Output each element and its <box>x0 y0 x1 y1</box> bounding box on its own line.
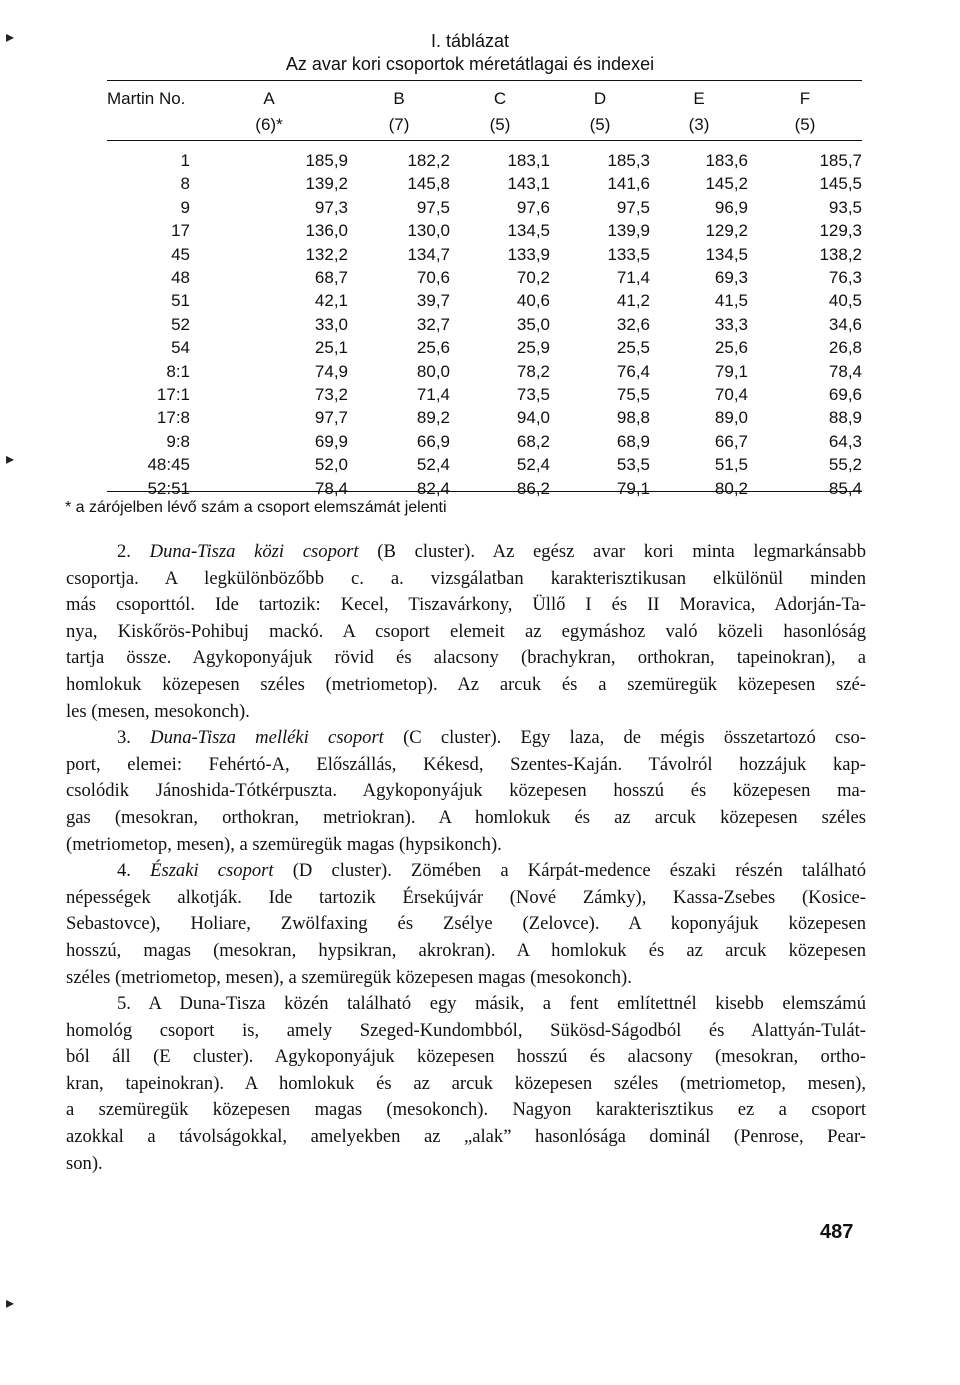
table-row <box>107 406 862 429</box>
value-cell-a: 33,0 <box>314 314 348 334</box>
table-row <box>107 243 862 266</box>
text-run: (D cluster). Zömében a Kárpát-medence északi részén található <box>273 860 866 882</box>
value-cell-f: 129,3 <box>819 221 862 241</box>
value-cell-f: 138,2 <box>819 244 862 264</box>
value-cell-b: 71,4 <box>416 385 450 405</box>
value-cell-e: 96,9 <box>714 197 748 217</box>
martin-number-cell: 1 <box>180 151 190 170</box>
value-cell-c: 183,1 <box>507 151 550 170</box>
scan-margin-mark: ▸ <box>6 1295 15 1312</box>
body-text <box>66 539 866 1177</box>
value-cell-b: 82,4 <box>416 478 450 498</box>
value-cell-d: 71,4 <box>616 268 650 288</box>
text-run: (C cluster). Egy laza, de mégis összetartozó cso- <box>383 727 866 749</box>
table-title: I. táblázat <box>430 31 510 51</box>
martin-number-cell: 17:8 <box>156 408 190 428</box>
column-header-f: F <box>799 89 811 108</box>
value-cell-c: 134,5 <box>507 221 550 241</box>
value-cell-c: 40,6 <box>516 291 550 311</box>
martin-number-cell: 9:8 <box>166 431 190 451</box>
text-run: a szemüregük közepesen magas (mesokonch). Nagyon karakterisztikus ez a csoport <box>66 1099 866 1121</box>
value-cell-c: 68,2 <box>516 431 550 451</box>
value-cell-c: 35,0 <box>516 314 550 334</box>
column-count-f: (5) <box>794 115 816 134</box>
table-row <box>107 430 862 453</box>
paragraph-line <box>66 1151 866 1178</box>
text-run: les (mesen, mesokonch). <box>66 700 250 722</box>
column-count-a: (6)* <box>255 115 283 134</box>
value-cell-b: 39,7 <box>416 291 450 311</box>
paragraph-line <box>66 858 866 885</box>
value-cell-e: 79,1 <box>714 361 748 381</box>
column-header-d: D <box>593 89 607 108</box>
value-cell-c: 70,2 <box>516 268 550 288</box>
text-run: port, elemei: Fehértó-A, Előszállás, Kékesd, Szentes-Kaján. Távolról hozzájuk kap- <box>66 753 866 775</box>
value-cell-c: 133,9 <box>507 244 550 264</box>
text-run: hosszú, magas (mesokran, hypsikran, akrokran). A homlokuk és az arcuk közepesen <box>66 939 866 961</box>
value-cell-f: 145,5 <box>819 174 862 194</box>
martin-number-cell: 45 <box>171 244 190 264</box>
text-run: gas (mesokran, orthokran, metriokran). A homlokuk és az arcuk közepesen széles <box>66 806 866 828</box>
value-cell-f: 40,5 <box>828 291 862 311</box>
column-count-c: (5) <box>489 115 511 134</box>
value-cell-b: 32,7 <box>416 314 450 334</box>
paragraph-line <box>66 566 866 593</box>
page-number: 487 <box>820 1221 854 1243</box>
value-cell-e: 41,5 <box>714 291 748 311</box>
value-cell-f: 76,3 <box>828 268 862 288</box>
paragraph-line <box>66 699 866 726</box>
text-run: széles (metriometop, mesen), a szemüregük közepesen magas (mesokonch). <box>66 966 632 988</box>
paragraph-line <box>66 911 866 938</box>
martin-number-cell: 9 <box>180 197 190 217</box>
paragraph-line <box>66 752 866 779</box>
table-row <box>107 383 862 406</box>
column-count-b: (7) <box>388 115 410 134</box>
table-footnote: * a zárójelben lévő szám a csoport elemszámát jelenti <box>65 499 447 516</box>
table-row <box>107 289 862 312</box>
value-cell-d: 141,6 <box>607 174 650 194</box>
value-cell-a: 185,9 <box>305 151 348 170</box>
value-cell-a: 69,9 <box>314 431 348 451</box>
table-header-row <box>107 86 862 112</box>
text-run: 5. A Duna-Tisza közén található egy másik, a fent említettnél kisebb elemszámú <box>117 993 866 1015</box>
value-cell-a: 68,7 <box>314 268 348 288</box>
text-run: (B cluster). Az egész avar kori minta legmarkánsabb <box>358 541 866 562</box>
martin-number-cell: 51 <box>171 291 190 311</box>
paragraph-line <box>66 1044 866 1071</box>
table-row <box>107 172 862 195</box>
text-run: 2. <box>117 541 150 562</box>
table-row <box>107 360 862 383</box>
paragraph-line <box>66 1124 866 1151</box>
value-cell-a: 136,0 <box>305 221 348 241</box>
paragraph-line <box>66 938 866 965</box>
value-cell-d: 25,5 <box>616 338 650 358</box>
value-cell-d: 97,5 <box>616 197 650 217</box>
table-heading <box>260 30 680 76</box>
value-cell-e: 25,6 <box>714 338 748 358</box>
value-cell-e: 33,3 <box>714 314 748 334</box>
value-cell-a: 139,2 <box>305 174 348 194</box>
value-cell-d: 185,3 <box>607 151 650 170</box>
text-run: népességek alkotják. Ide tartozik Érsekújvár (Nové Zámky), Kassa-Zsebes (Kosice- <box>66 886 866 908</box>
value-cell-d: 98,8 <box>616 408 650 428</box>
value-cell-a: 97,7 <box>314 408 348 428</box>
value-cell-e: 145,2 <box>705 174 748 194</box>
value-cell-a: 78,4 <box>314 478 348 498</box>
value-cell-b: 182,2 <box>407 151 450 170</box>
column-count-d: (5) <box>589 115 611 134</box>
value-cell-b: 66,9 <box>416 431 450 451</box>
value-cell-d: 53,5 <box>616 455 650 475</box>
section-heading-italic: Duna-Tisza melléki csoport <box>150 727 384 749</box>
text-run: homlokuk közepesen széles (metriometop). Az arcuk és a szemüregük közepesen szé- <box>66 673 866 695</box>
table-row <box>107 219 862 242</box>
paragraph <box>66 725 866 858</box>
table-row <box>107 266 862 289</box>
value-cell-d: 68,9 <box>616 431 650 451</box>
paragraph-line <box>66 991 866 1018</box>
martin-number-cell: 54 <box>171 338 190 358</box>
paragraph-line <box>66 1097 866 1124</box>
table-top-rule <box>107 80 862 81</box>
paragraph-line <box>66 832 866 859</box>
value-cell-f: 93,5 <box>828 197 862 217</box>
value-cell-e: 129,2 <box>705 221 748 241</box>
value-cell-c: 78,2 <box>516 361 550 381</box>
value-cell-c: 25,9 <box>516 338 550 358</box>
value-cell-e: 70,4 <box>714 385 748 405</box>
value-cell-c: 52,4 <box>516 455 550 475</box>
martin-number-cell: 48 <box>171 268 190 288</box>
martin-number-cell: 8:1 <box>166 361 190 381</box>
column-header-b: B <box>393 89 405 108</box>
value-cell-f: 69,6 <box>828 385 862 405</box>
text-run: 3. <box>117 727 151 749</box>
column-header-e: E <box>693 89 705 108</box>
value-cell-f: 85,4 <box>828 478 862 498</box>
paragraph-line <box>66 645 866 672</box>
value-cell-e: 183,6 <box>705 151 748 170</box>
value-cell-c: 86,2 <box>516 478 550 498</box>
paragraph-line <box>66 965 866 992</box>
paragraph-line <box>66 885 866 912</box>
paragraph-line <box>66 805 866 832</box>
martin-number-cell: 17:1 <box>156 385 190 405</box>
value-cell-a: 132,2 <box>305 244 348 264</box>
text-run: ból áll (E cluster). Agykoponyájuk közepesen hosszú és alacsony (mesokran, ortho- <box>66 1046 866 1068</box>
value-cell-d: 133,5 <box>607 244 650 264</box>
martin-number-cell: 48:45 <box>147 455 190 475</box>
martin-number-cell: 52:51 <box>147 478 190 498</box>
value-cell-c: 143,1 <box>507 174 550 194</box>
text-run: csoportja. A legkülönbözőbb c. a. vizsgálatban karakterisztikusan elkülönül minden <box>66 567 866 589</box>
value-cell-b: 145,8 <box>407 174 450 194</box>
value-cell-b: 89,2 <box>416 408 450 428</box>
martin-number-cell: 17 <box>171 221 190 241</box>
text-run: homológ csoport is, amely Szeged-Kundombból, Sükösd-Ságodból és Alattyán-Tulát- <box>66 1019 866 1041</box>
text-run: 4. <box>117 860 151 882</box>
column-header-a: A <box>263 89 275 108</box>
paragraph <box>66 539 866 725</box>
text-run: kran, tapeinokran). A homlokuk és az arcuk közepesen széles (metriometop, mesen), <box>66 1072 866 1094</box>
text-run: nya, Kiskőrös-Pohibuj mackó. A csoport elemeit az egymáshoz való közeli hasonlóság <box>66 620 866 642</box>
paragraph-line <box>66 778 866 805</box>
text-run: csolódik Jánoshida-Tótkérpuszta. Agykoponyájuk közepesen hosszú és közepesen ma- <box>66 780 866 802</box>
text-run: Sebastovce), Holiare, Zwölfaxing és Zsélye (Zelovce). A koponyájuk közepesen <box>66 913 866 935</box>
column-header-c: C <box>493 89 507 108</box>
value-cell-c: 73,5 <box>516 385 550 405</box>
value-cell-c: 94,0 <box>516 408 550 428</box>
scan-margin-mark: ▸ <box>6 451 15 468</box>
text-run: (metriometop, mesen), a szemüregük magas (hypsikonch). <box>66 833 502 855</box>
value-cell-e: 134,5 <box>705 244 748 264</box>
value-cell-d: 32,6 <box>616 314 650 334</box>
paragraph-line <box>66 539 866 566</box>
paragraph-line <box>66 725 866 752</box>
value-cell-a: 25,1 <box>314 338 348 358</box>
value-cell-a: 42,1 <box>314 291 348 311</box>
value-cell-b: 70,6 <box>416 268 450 288</box>
value-cell-a: 97,3 <box>314 197 348 217</box>
value-cell-e: 51,5 <box>714 455 748 475</box>
column-count-e: (3) <box>688 115 710 134</box>
paragraph-line <box>66 1018 866 1045</box>
table-row <box>107 453 862 476</box>
value-cell-b: 130,0 <box>407 221 450 241</box>
paragraph-line <box>66 672 866 699</box>
value-cell-a: 74,9 <box>314 361 348 381</box>
value-cell-f: 34,6 <box>828 314 862 334</box>
table-subtitle: Az avar kori csoportok méretátlagai és indexei <box>285 54 655 74</box>
value-cell-d: 41,2 <box>616 291 650 311</box>
paragraph <box>66 858 866 991</box>
value-cell-b: 52,4 <box>416 455 450 475</box>
value-cell-c: 97,6 <box>516 197 550 217</box>
column-header-martin-no: Martin No. <box>107 89 186 108</box>
text-run: más csoporttól. Ide tartozik: Kecel, Tiszavárkony, Üllő I és II Moravica, Adorján-Ta- <box>66 594 866 616</box>
text-run: tartja össze. Agykoponyájuk rövid és alacsony (brachykran, orthokran, tapeinokran), a <box>66 647 866 669</box>
scan-margin-mark: ▸ <box>6 29 15 46</box>
value-cell-d: 76,4 <box>616 361 650 381</box>
value-cell-b: 80,0 <box>416 361 450 381</box>
value-cell-a: 52,0 <box>314 455 348 475</box>
table-row <box>107 313 862 336</box>
value-cell-f: 185,7 <box>819 151 862 170</box>
value-cell-a: 73,2 <box>314 385 348 405</box>
table-row <box>107 149 862 172</box>
paragraph-line <box>66 619 866 646</box>
table-count-row <box>107 112 862 138</box>
text-run: azokkal a távolságokkal, amelyekben az „alak” hasonlósága dominál (Penrose, Pear- <box>66 1126 866 1148</box>
text-run: son). <box>66 1152 103 1174</box>
martin-number-cell: 8 <box>180 174 190 194</box>
martin-number-cell: 52 <box>171 314 190 334</box>
value-cell-f: 26,8 <box>828 338 862 358</box>
value-cell-d: 79,1 <box>616 478 650 498</box>
value-cell-f: 88,9 <box>828 408 862 428</box>
section-heading-italic: Északi csoport <box>150 860 274 882</box>
paragraph-line <box>66 592 866 619</box>
value-cell-f: 55,2 <box>828 455 862 475</box>
value-cell-f: 78,4 <box>828 361 862 381</box>
table-row <box>107 196 862 219</box>
measurements-table <box>107 86 862 500</box>
value-cell-e: 69,3 <box>714 268 748 288</box>
value-cell-b: 97,5 <box>416 197 450 217</box>
value-cell-e: 80,2 <box>714 478 748 498</box>
value-cell-f: 64,3 <box>828 431 862 451</box>
paragraph-line <box>66 1071 866 1098</box>
paragraph <box>66 991 866 1177</box>
section-heading-italic: Duna-Tisza közi csoport <box>149 541 359 562</box>
table-row <box>107 336 862 359</box>
value-cell-e: 89,0 <box>714 408 748 428</box>
value-cell-e: 66,7 <box>714 431 748 451</box>
value-cell-d: 139,9 <box>607 221 650 241</box>
value-cell-b: 134,7 <box>407 244 450 264</box>
value-cell-b: 25,6 <box>416 338 450 358</box>
value-cell-d: 75,5 <box>616 385 650 405</box>
